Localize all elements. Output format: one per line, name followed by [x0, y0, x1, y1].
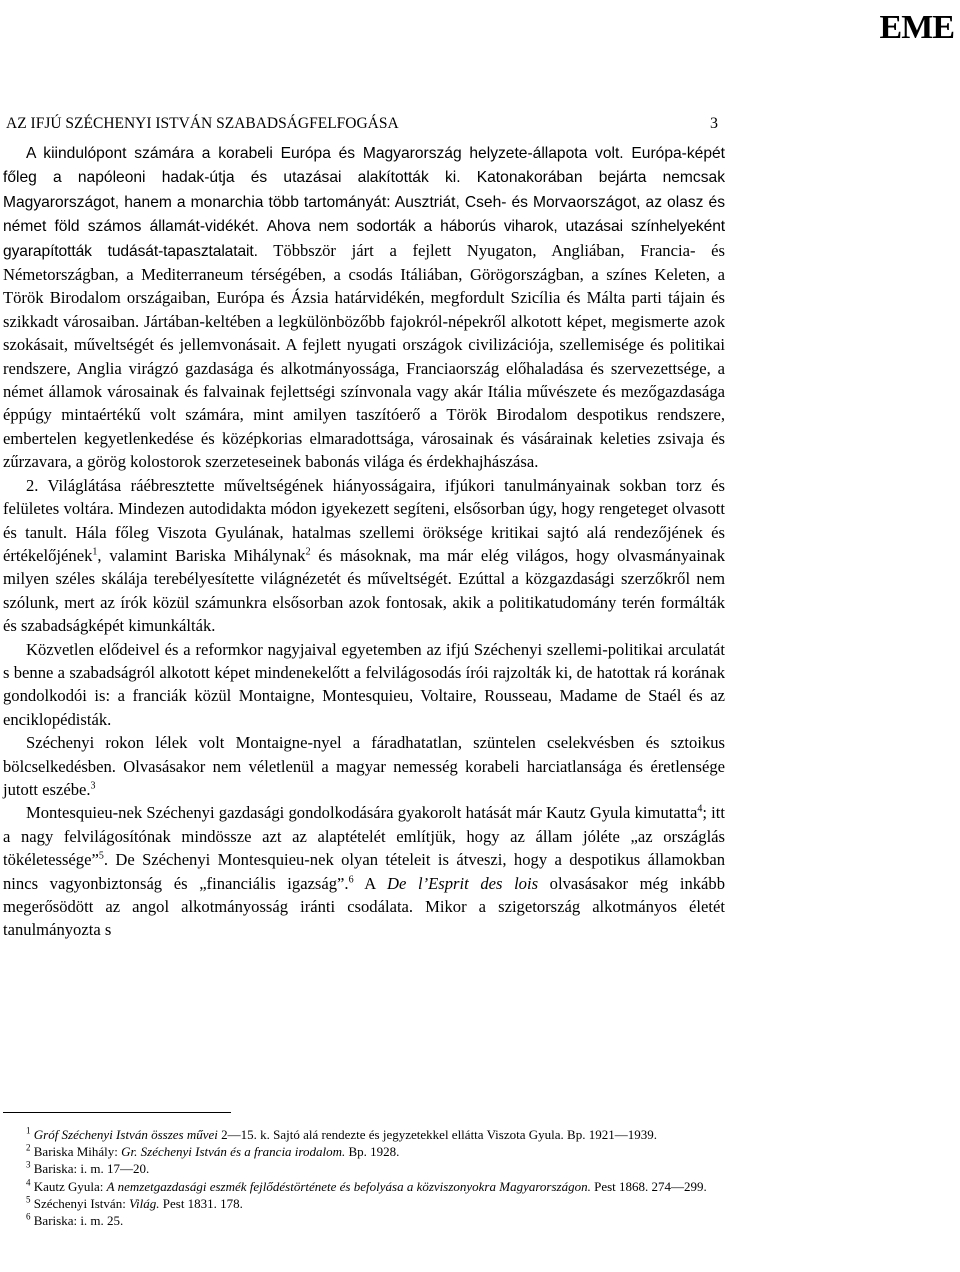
footnote-ref: 3 [90, 780, 96, 792]
footnote-text: Bp. 1928. [345, 1144, 400, 1160]
footnote-ref: 4 [697, 803, 703, 815]
footnote-ref: 1 [92, 546, 98, 558]
footnote-number: 2 [26, 1142, 31, 1153]
sentence: Ahova nem sodorták a háborús viharok, utazásai színhelyeként gyarapították tudását-tapasztalatait. [3, 218, 726, 260]
footnote-text: Pest 1868. 274—299. [590, 1178, 707, 1194]
text-run: olvasásakor még inkább megerősödött az angol alkotmányosság iránti csodálata. Mikor a szigetország alkotmányos életét tanulmányozta s [3, 873, 726, 940]
footnote [3, 1195, 725, 1212]
footnote-ref: 6 [348, 874, 354, 886]
running-title: AZ IFJÚ SZÉCHENYI ISTVÁN SZABADSÁGFELFOGÁSA [6, 115, 399, 132]
text-run: , valamint Bariska Mihálynak [97, 545, 306, 565]
footnote-number: 1 [26, 1125, 31, 1136]
text-run: ; itt a nagy felvilágosítónak mindössze azt az alaptételét említjük, hogy az állam jóléte „az országlás tökéletessége” [3, 803, 725, 870]
footnote-number: 4 [26, 1177, 31, 1188]
paragraph-1 [3, 141, 725, 474]
footnote-ref: 5 [98, 850, 104, 862]
sentence: A kiindulópont számára a korabeli Európa és Magyarország helyzete-állapota volt. Európa-képét főleg a napóleoni hadak-útja és utazásai alakították ki. Katonakorában bejárta nemcsak Magyarországot, hanem a monarchia több tartományát: Ausztriát, Cseh- és Morvaországot, az olasz és német föld számos államát-vidékét. [3, 145, 725, 236]
text-run: Széchenyi rokon lélek volt Montaigne-nyel a fáradhatatlan, szüntelen cselekvésben és sztoikus bölcselkedésben. Olvasásakor nem véletlenül a magyar nemesség korabeli harciatlansága és éretlensége jutott eszébe. [3, 733, 725, 799]
main-text [3, 141, 725, 942]
footnote [3, 1126, 725, 1143]
footnote-title: Gróf Széchenyi István összes művei [33, 1127, 218, 1142]
footnote [3, 1212, 725, 1229]
publisher-logo: EME [879, 9, 954, 46]
text-run: . De Széchenyi Montesquieu-nek olyan tételeit is átveszi, hogy a despotikus államokban nincs vagyonbiztonság és „financiális igazság”. [3, 850, 725, 893]
paragraph-5 [3, 801, 725, 941]
footnote-number: 3 [26, 1160, 31, 1171]
text-run: és másoknak, ma már elég világos, hogy olvasmányainak milyen széles skálája terebélyesítette világnézetét és műveltségét. Ezúttal a közgazdasági szerzőkről nem szólunk, mert az írók közül számunkra elsősorban azok fontosak, akik a politikatudomány terén formálták és szabadságképét kimunkálták. [3, 545, 725, 636]
footnote-lead: Széchenyi István: [33, 1195, 130, 1211]
footnote-number: 6 [26, 1211, 31, 1222]
footnote-title: A nemzetgazdasági eszmék fejlődéstörténete és befolyása a közviszonyokra Magyarországon. [106, 1178, 591, 1194]
footnote-text: Bariska: i. m. 25. [33, 1213, 124, 1229]
sentence: Többször járt a fejlett Nyugaton, Angliában, Francia- és Németországban, a Mediterraneum térségében, a csodás Itáliában, Görögországban, a színes Keleten, a Török Birodalom országaiban, Európa és Ázsia határvidékén, megfordult Szicília és Málta parti tájain és szikkadt városaiban. Jártában-keltében a legkülönbözőbb fajokról-népekről alkotott képet, megismerte azok szokásait, műveltségét és jellemvonásait. A fejlett nyugati országok civilizációja, szellemisége és politikai rendszere, Anglia virágzó gazdasága és alkotmányossága, Franciaország előhaladása és szervezettsége, a német államok városainak és falvainak fejlettségi színvonala vagy akár Itália művészete és mezőgazdasága éppúgy mintaértékű volt számára, mint amilyen taszítóerő a Török Birodalom despotikus rendszere, embertelen kegyetlenkedése és középkorias elmaradottsága, városainak és vásárainak keleties zsivaja és zűrzavara, a görög kolostorok szerzeteseinek babonás világa és érdekhajhászása. [3, 240, 725, 472]
footnote-lead: Bariska Mihály: [33, 1144, 122, 1160]
text-run: A [353, 873, 387, 893]
paragraph-3: Közvetlen elődeivel és a reformkor nagyjaival egyetemben az ifjú Széchenyi szellemi-politikai arculatát s benne a szabadságról alkotott képet mindenekelőtt a felvilágosodás írói rajzolták ki, de hatottak rá korának gondolkodói is: a franciák közül Montaigne, Montesquieu, Voltaire, Rousseau, Madame de Staél és az enciklopédisták. [3, 639, 725, 729]
book-title: De l’Esprit des lois [387, 873, 539, 893]
footnote [3, 1143, 725, 1160]
page-number: 3 [710, 115, 718, 132]
text-run: 2. Világlátása ráébresztette műveltségének hiányosságaira, ifjúkori tanulmányainak sokban torz és felületes voltára. Mindezen autodidakta módon igyekezett segíteni, elsősorban úgy, hogy rengeteget olvasott és tanult. Hála főleg Viszota Gyulának, hatalmas szellemi öröksége kritikai sajtó alá rendezőjének és értékelőjének [3, 475, 725, 565]
footnote-separator [3, 1112, 231, 1113]
footnote-title: Gr. Széchenyi István és a francia irodalom. [121, 1144, 346, 1160]
footnote-number: 5 [26, 1194, 31, 1205]
footnote-ref: 2 [305, 546, 311, 558]
paragraph-4 [3, 731, 725, 801]
footnote-lead: Kautz Gyula: [33, 1178, 107, 1194]
footnote-text: Pest 1831. 178. [159, 1195, 243, 1211]
footnotes [3, 1126, 725, 1229]
footnote [3, 1178, 725, 1195]
paragraph-2 [3, 474, 725, 638]
footnote-text: 2—15. k. Sajtó alá rendezte és jegyzetekkel ellátta Viszota Gyula. Bp. 1921—1939. [217, 1127, 657, 1142]
footnote-title: Világ. [129, 1195, 160, 1211]
footnote [3, 1160, 725, 1177]
footnote-text: Bariska: i. m. 17—20. [33, 1161, 150, 1177]
text-run: Montesquieu-nek Széchenyi gazdasági gondolkodására gyakorolt hatását már Kautz Gyula kimutatta [26, 803, 698, 823]
running-header [6, 113, 718, 135]
